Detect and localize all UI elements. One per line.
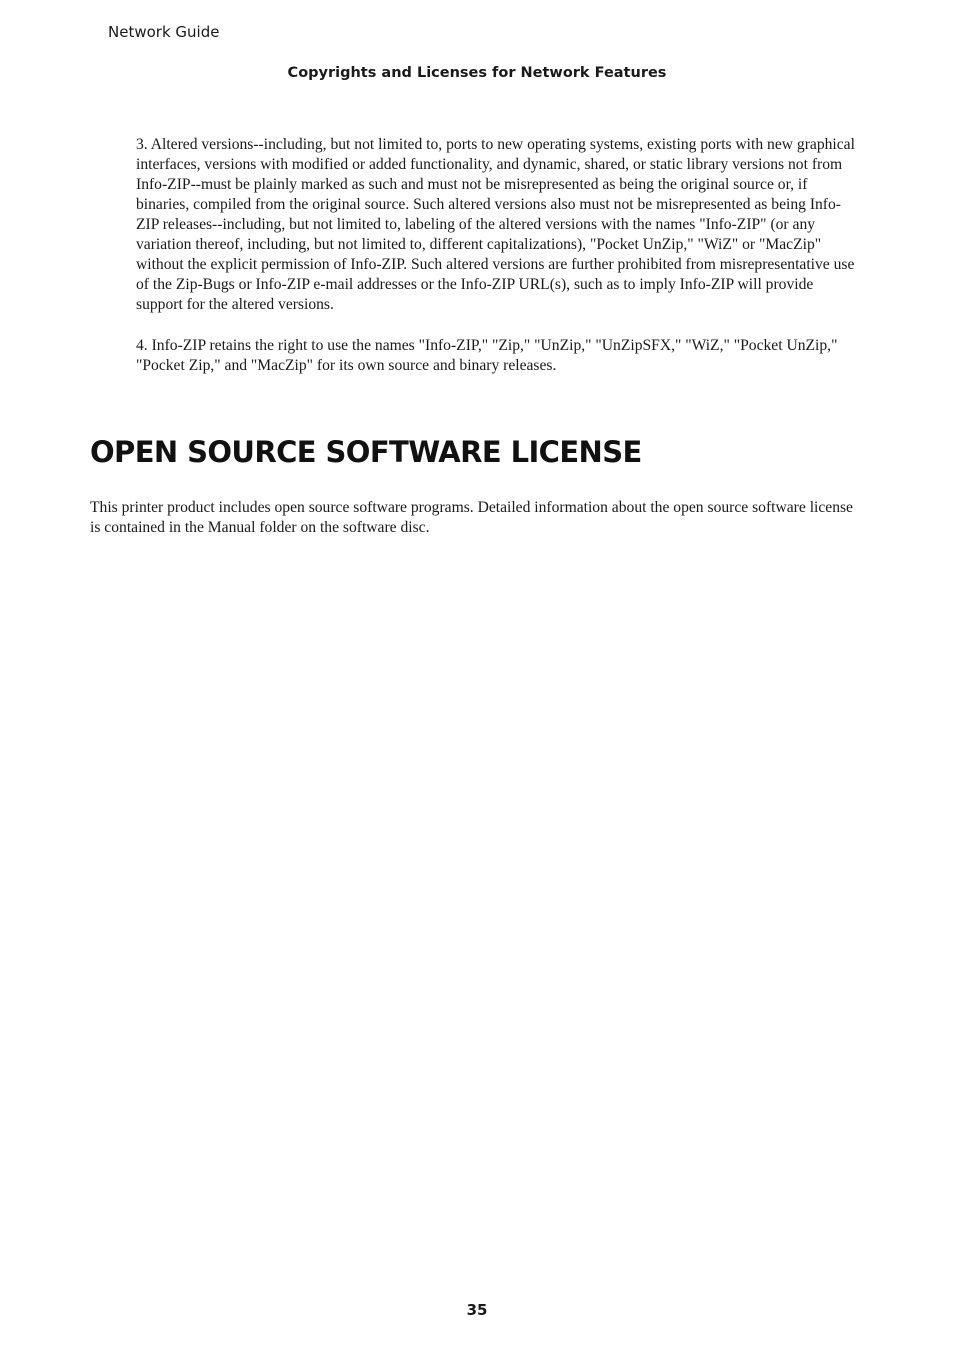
document-title: Network Guide <box>108 23 220 41</box>
page-number: 35 <box>466 1301 488 1319</box>
license-clause-3: 3. Altered versions--including, but not limited to, ports to new operating systems, existing ports with new graphical interfaces, versions with modified or added functionality, and dynamic, shared, or static library versions not from Info-ZIP--must be plainly marked as such and must not be misrepresented as being the original source or, if binaries, compiled from the original source. Such altered versions also must not be misrepresented as being Info-ZIP releases--including, but not limited to, labeling of the altered versions with the names "Info-ZIP" (or any variation thereof, including, but not limited to, different capitalizations), "Pocket UnZip," "WiZ" or "MacZip" without the explicit permission of Info-ZIP. Such altered versions are further prohibited from misrepresentative use of the Zip-Bugs or Info-ZIP e-mail addresses or the Info-ZIP URL(s), such as to imply Info-ZIP will provide support for the altered versions. <box>136 136 855 313</box>
section-body-paragraph: This printer product includes open source software programs. Detailed information about the open source software license is contained in the Manual folder on the software disc. <box>90 499 853 536</box>
license-clause-4: 4. Info-ZIP retains the right to use the names "Info-ZIP," "Zip," "UnZip," "UnZipSFX," "WiZ," "Pocket UnZip," "Pocket Zip," and "MacZip" for its own source and binary releases. <box>136 337 838 374</box>
section-heading: OPEN SOURCE SOFTWARE LICENSE <box>90 435 642 469</box>
running-section-title: Copyrights and Licenses for Network Features <box>287 65 667 81</box>
